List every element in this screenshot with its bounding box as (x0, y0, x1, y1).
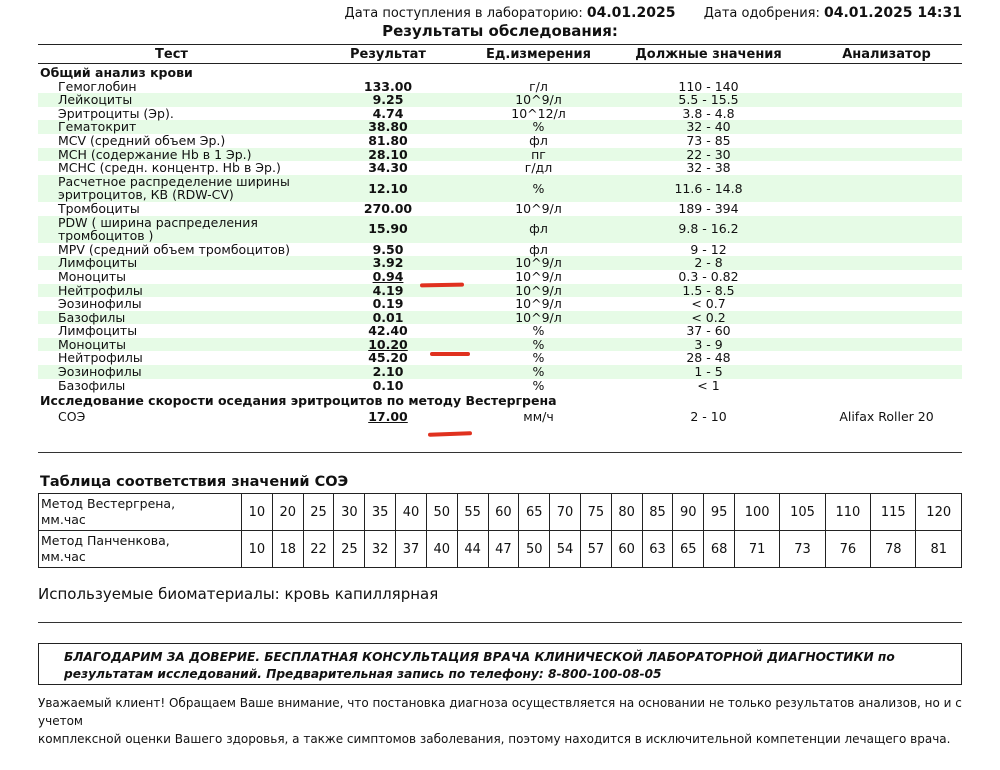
col-test: Тест (38, 45, 305, 64)
result-row (38, 93, 962, 107)
test-unit: г/л (529, 78, 548, 94)
test-name: Гематокрит (38, 120, 305, 134)
test-unit: 10^12/л (511, 105, 566, 121)
test-value: 17.00 (368, 408, 408, 424)
thanks-box (38, 643, 962, 685)
test-unit: % (471, 338, 606, 352)
approved-date: 04.01.2025 14:31 (823, 5, 962, 21)
test-name: Лейкоциты (38, 93, 305, 107)
result-row (38, 284, 962, 298)
test-value: 45.20 (368, 350, 408, 366)
test-value: 0.01 (305, 311, 471, 325)
result-row (38, 311, 962, 325)
test-unit: пг (471, 148, 606, 162)
col-unit: Ед.измерения (471, 45, 606, 64)
test-value: 28.10 (305, 148, 471, 162)
test-reference: 9.8 - 16.2 (606, 216, 811, 243)
test-unit: мм/ч (523, 408, 554, 424)
test-reference: 0.3 - 0.82 (678, 268, 739, 284)
panchenkov-value: 78 (871, 531, 916, 568)
test-reference: 5.5 - 15.5 (606, 93, 811, 107)
result-row (38, 243, 962, 257)
test-unit: % (471, 365, 606, 379)
test-reference: 28 - 48 (686, 350, 731, 366)
test-unit: 10^9/л (515, 268, 562, 284)
panchenkov-value: 63 (642, 531, 673, 568)
test-analyzer (811, 270, 962, 284)
test-reference: 11.6 - 14.8 (606, 175, 811, 202)
westergren-value: 60 (488, 494, 519, 531)
results-table (38, 44, 962, 426)
test-reference: < 0.2 (606, 311, 811, 325)
test-unit: 10^9/л (471, 256, 606, 270)
westergren-value: 30 (334, 494, 365, 531)
note-line-1: Уважаемый клиент! Обращаем Ваше внимание, что постановка диагноза осуществляется на основании не только результатов анализов, но и с учетом (38, 696, 962, 728)
test-name: MCV (средний объем Эр.) (58, 132, 226, 148)
test-unit: 10^9/л (471, 311, 606, 325)
test-analyzer (811, 338, 962, 352)
test-name: Гемоглобин (58, 78, 137, 94)
westergren-value: 55 (457, 494, 488, 531)
test-reference: < 1 (697, 377, 720, 393)
test-analyzer (811, 243, 962, 257)
test-value: 133.00 (363, 78, 413, 94)
test-reference: 3 - 9 (606, 338, 811, 352)
test-analyzer (811, 134, 962, 148)
test-reference: 37 - 60 (686, 323, 731, 339)
test-unit: % (532, 377, 545, 393)
test-name: Эритроциты (Эр). (58, 105, 174, 121)
test-reference: 9 - 12 (690, 241, 727, 257)
test-name: MPV (средний объем тромбоцитов) (58, 241, 290, 257)
col-analyzer: Анализатор (811, 45, 962, 64)
test-unit: % (532, 350, 545, 366)
esr-row (38, 408, 962, 426)
test-reference: 32 - 38 (686, 160, 731, 176)
westergren-value: 100 (735, 494, 780, 531)
test-analyzer (811, 311, 962, 325)
panchenkov-value: 44 (457, 531, 488, 568)
westergren-value: 35 (365, 494, 396, 531)
test-value: 9.50 (372, 241, 404, 257)
westergren-value: 120 (916, 494, 962, 531)
marker-monocytes-abs (420, 283, 464, 288)
panchenkov-value: 60 (611, 531, 642, 568)
panchenkov-value: 25 (334, 531, 365, 568)
received-label: Дата поступления в лабораторию: (344, 6, 583, 21)
col-ref: Должные значения (606, 45, 811, 64)
result-row (38, 148, 962, 162)
test-name: PDW ( ширина распределения тромбоцитов ) (38, 216, 305, 243)
test-analyzer (811, 284, 962, 298)
westergren-value: 85 (642, 494, 673, 531)
result-row (38, 365, 962, 379)
test-reference: 22 - 30 (606, 148, 811, 162)
test-reference: 1.5 - 8.5 (606, 284, 811, 298)
result-row (38, 338, 962, 352)
result-row (38, 161, 962, 175)
westergren-value: 75 (580, 494, 611, 531)
test-reference: 189 - 394 (678, 200, 739, 216)
panchenkov-value: 22 (303, 531, 334, 568)
test-reference: 32 - 40 (606, 120, 811, 134)
panchenkov-value: 40 (426, 531, 457, 568)
panchenkov-value: 68 (704, 531, 735, 568)
panchenkov-value: 73 (780, 531, 825, 568)
test-value: 4.19 (305, 284, 471, 298)
test-name: Лимфоциты (38, 256, 305, 270)
test-analyzer (811, 202, 962, 216)
westergren-value: 65 (519, 494, 550, 531)
result-row (38, 134, 962, 148)
test-name: Моноциты (58, 268, 127, 284)
test-unit: % (471, 120, 606, 134)
westergren-value: 50 (426, 494, 457, 531)
result-row (38, 379, 962, 393)
test-value: 34.30 (368, 160, 408, 176)
biomaterial: Используемые биоматериалы: кровь капиллярная (38, 585, 439, 603)
panchenkov-value: 47 (488, 531, 519, 568)
section-title: Общий анализ крови (40, 65, 193, 80)
test-value: 15.90 (305, 216, 471, 243)
test-value: 3.92 (305, 256, 471, 270)
panchenkov-value: 18 (272, 531, 303, 568)
panchenkov-value: 32 (365, 531, 396, 568)
test-name: Лимфоциты (58, 323, 138, 339)
divider (38, 452, 962, 453)
test-name: MCHC (средн. концентр. Hb в Эр.) (58, 160, 281, 176)
test-value: 270.00 (363, 200, 413, 216)
divider (38, 622, 962, 623)
panchenkov-value: 57 (580, 531, 611, 568)
test-unit: % (532, 323, 545, 339)
test-name: СОЭ (58, 408, 86, 424)
test-value: 0.10 (372, 377, 404, 393)
section-title: Исследование скорости оседания эритроцитов по методу Вестергрена (40, 393, 557, 409)
test-analyzer (811, 148, 962, 162)
westergren-value: 80 (611, 494, 642, 531)
test-name: Базофилы (58, 377, 126, 393)
test-unit: 10^9/л (471, 284, 606, 298)
test-value: 10.20 (305, 338, 471, 352)
test-reference: 1 - 5 (606, 365, 811, 379)
panchenkov-label: Метод Панченкова, мм.час (39, 531, 242, 568)
test-value: 12.10 (305, 175, 471, 202)
result-row (38, 120, 962, 134)
test-name: Базофилы (38, 311, 305, 325)
panchenkov-value: 37 (396, 531, 427, 568)
panchenkov-value: 76 (825, 531, 870, 568)
test-analyzer (811, 324, 962, 338)
test-name: Эозинофилы (58, 296, 142, 312)
test-name: Моноциты (38, 338, 305, 352)
section-cbc (38, 64, 962, 80)
result-row (38, 351, 962, 365)
panchenkov-value: 10 (242, 531, 273, 568)
note-line-2: комплексной оценки Вашего здоровья, а также симптомов заболевания, поэтому находится в исключительной компетенции лечащего врача. (38, 732, 951, 746)
test-analyzer (811, 379, 962, 393)
test-name: Расчетное распределение ширины эритроцитов, КВ (RDW-CV) (38, 175, 305, 202)
section-esr (38, 392, 962, 408)
test-name: Нейтрофилы (38, 284, 305, 298)
page-title: Результаты обследования: (382, 22, 618, 40)
westergren-value: 40 (396, 494, 427, 531)
esr-correspondence-table (38, 493, 962, 568)
test-value: 0.19 (372, 296, 404, 312)
result-row (38, 175, 962, 202)
test-analyzer (811, 175, 962, 202)
westergren-value: 105 (780, 494, 825, 531)
result-row (38, 80, 962, 94)
panchenkov-value: 65 (673, 531, 704, 568)
panchenkov-value: 81 (916, 531, 962, 568)
test-unit: г/дл (524, 160, 553, 176)
test-reference: 2 - 8 (606, 256, 811, 270)
received-date: 04.01.2025 (586, 5, 676, 21)
results-header (38, 45, 962, 64)
test-analyzer (811, 216, 962, 243)
client-note (38, 694, 968, 748)
westergren-row (39, 494, 962, 531)
panchenkov-value: 71 (735, 531, 780, 568)
westergren-value: 10 (242, 494, 273, 531)
test-unit: фл (471, 216, 606, 243)
header-dates (345, 5, 962, 21)
test-unit: фл (529, 241, 548, 257)
result-row (38, 297, 962, 311)
westergren-value: 115 (871, 494, 916, 531)
test-analyzer: Alifax Roller 20 (839, 408, 934, 424)
test-unit: 10^9/л (515, 200, 562, 216)
test-analyzer (811, 93, 962, 107)
approved-label: Дата одобрения: (703, 6, 820, 21)
test-unit: фл (529, 132, 548, 148)
result-row (38, 256, 962, 270)
test-analyzer (811, 297, 962, 311)
test-value: 38.80 (305, 120, 471, 134)
thanks-line-1: БЛАГОДАРИМ ЗА ДОВЕРИЕ. БЕСПЛАТНАЯ КОНСУЛЬТАЦИЯ ВРАЧА КЛИНИЧЕСКОЙ ЛАБОРАТОРНОЙ ДИАГНОСТИКИ по (64, 650, 895, 664)
test-unit: 10^9/л (515, 296, 562, 312)
result-row (38, 270, 962, 284)
westergren-value: 70 (550, 494, 581, 531)
test-value: 0.94 (372, 268, 404, 284)
test-value: 4.74 (372, 105, 404, 121)
panchenkov-value: 54 (550, 531, 581, 568)
marker-monocytes-pct (430, 352, 470, 356)
test-name: Тромбоциты (58, 200, 140, 216)
test-name: Нейтрофилы (58, 350, 143, 366)
panchenkov-value: 50 (519, 531, 550, 568)
test-unit: 10^9/л (471, 93, 606, 107)
panchenkov-row (39, 531, 962, 568)
result-row (38, 324, 962, 338)
westergren-value: 110 (825, 494, 870, 531)
westergren-value: 25 (303, 494, 334, 531)
result-row (38, 202, 962, 216)
test-reference: 73 - 85 (686, 132, 731, 148)
esr-table-title: Таблица соответствия значений СОЭ (40, 474, 349, 490)
test-reference: 3.8 - 4.8 (682, 105, 735, 121)
test-value: 9.25 (305, 93, 471, 107)
test-analyzer (811, 120, 962, 134)
test-name: MCH (содержание Hb в 1 Эр.) (38, 148, 305, 162)
result-row (38, 216, 962, 243)
westergren-value: 95 (704, 494, 735, 531)
test-value: 81.80 (368, 132, 408, 148)
result-row (38, 107, 962, 121)
col-result: Результат (305, 45, 471, 64)
test-analyzer (811, 256, 962, 270)
test-reference: 2 - 10 (690, 408, 727, 424)
westergren-value: 90 (673, 494, 704, 531)
test-analyzer (811, 161, 962, 175)
westergren-value: 20 (272, 494, 303, 531)
test-reference: < 0.7 (691, 296, 726, 312)
thanks-line-2: результатам исследований. Предварительная запись по телефону: 8-800-100-08-05 (64, 667, 662, 681)
test-unit: % (471, 175, 606, 202)
test-analyzer (811, 351, 962, 365)
westergren-label: Метод Вестергрена, мм.час (39, 494, 242, 531)
test-analyzer (811, 80, 962, 94)
test-analyzer (811, 107, 962, 121)
test-value: 2.10 (305, 365, 471, 379)
test-reference: 110 - 140 (678, 78, 739, 94)
test-value: 42.40 (368, 323, 408, 339)
marker-esr (428, 431, 472, 437)
test-name: Эозинофилы (38, 365, 305, 379)
test-analyzer (811, 365, 962, 379)
